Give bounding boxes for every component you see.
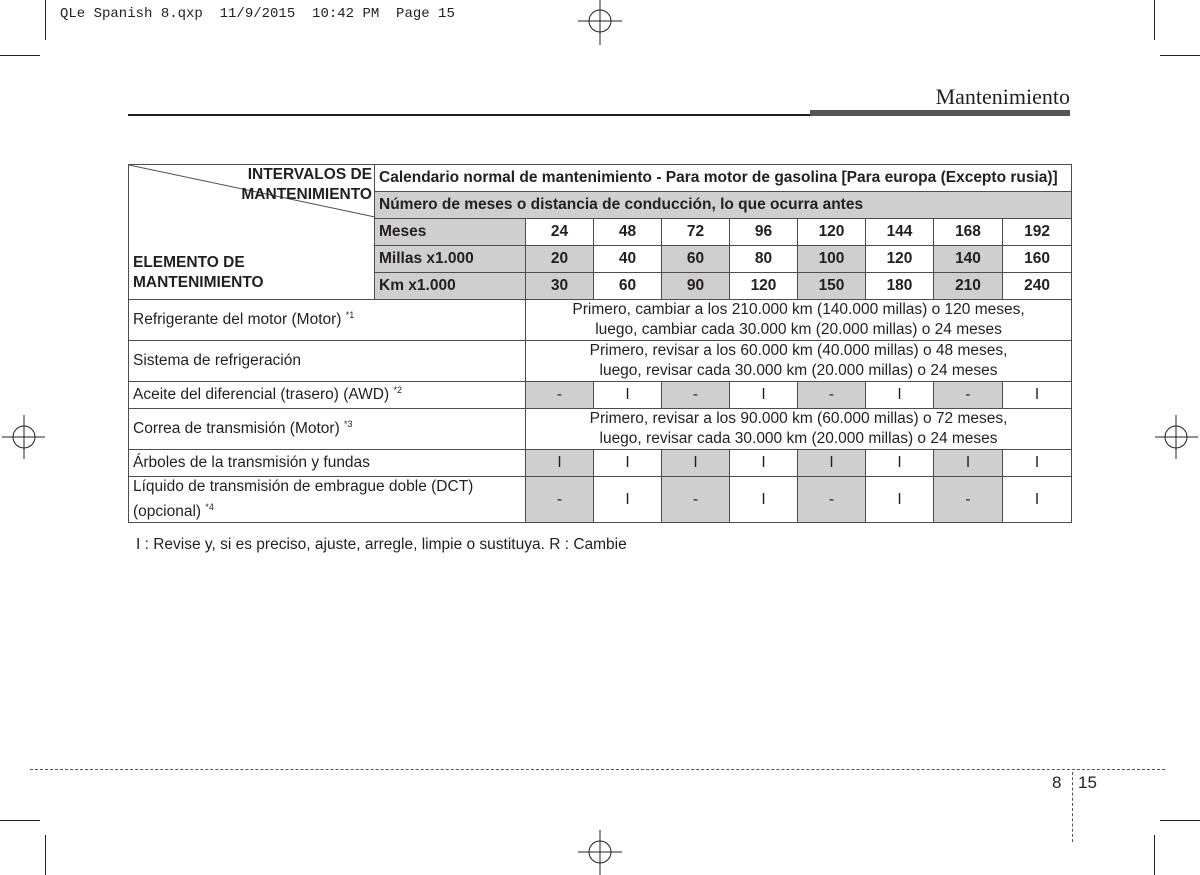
item-cell: I bbox=[594, 477, 662, 523]
header-rule-accent bbox=[810, 110, 1070, 116]
item-cell: I bbox=[662, 450, 730, 477]
footer-page-divider bbox=[1072, 772, 1073, 842]
section-title: Mantenimiento bbox=[935, 84, 1070, 109]
footnote-marker: *3 bbox=[344, 419, 353, 430]
crop-mark bbox=[45, 835, 46, 875]
interval-value: 120 bbox=[798, 219, 866, 246]
interval-label: Meses bbox=[375, 219, 526, 246]
interval-value: 24 bbox=[526, 219, 594, 246]
interval-value: 144 bbox=[866, 219, 934, 246]
item-cell: I bbox=[866, 382, 934, 409]
interval-value: 120 bbox=[866, 246, 934, 273]
item-cell: I bbox=[798, 450, 866, 477]
interval-value: 180 bbox=[866, 273, 934, 300]
item-instruction: Primero, revisar a los 90.000 km (60.000 millas) o 72 meses, luego, revisar cada 30.000 km (20.000 millas) o 24 meses bbox=[526, 409, 1072, 450]
item-cell: I bbox=[730, 450, 798, 477]
item-cell: I bbox=[594, 382, 662, 409]
interval-value: 140 bbox=[934, 246, 1003, 273]
interval-value: 30 bbox=[526, 273, 594, 300]
registration-mark-icon bbox=[575, 828, 625, 875]
table-row bbox=[129, 477, 1072, 523]
table-corner-cell bbox=[129, 165, 375, 300]
interval-value: 210 bbox=[934, 273, 1003, 300]
corner-header-intervals: INTERVALOS DE MANTENIMIENTO bbox=[241, 166, 372, 203]
item-cell: - bbox=[526, 382, 594, 409]
item-cell: I bbox=[594, 450, 662, 477]
page-number: 15 bbox=[1078, 773, 1097, 792]
interval-value: 168 bbox=[934, 219, 1003, 246]
item-cell: - bbox=[662, 382, 730, 409]
table-row bbox=[129, 382, 1072, 409]
corner-header-items: ELEMENTO DE MANTENIMIENTO bbox=[133, 254, 264, 291]
item-cell: - bbox=[934, 382, 1003, 409]
crop-mark bbox=[45, 0, 46, 40]
item-cell: I bbox=[866, 450, 934, 477]
interval-value: 40 bbox=[594, 246, 662, 273]
item-cell: - bbox=[798, 477, 866, 523]
table-row bbox=[129, 300, 1072, 341]
interval-value: 60 bbox=[662, 246, 730, 273]
footnote-marker: *1 bbox=[345, 310, 355, 321]
interval-value: 80 bbox=[730, 246, 798, 273]
item-cell: I bbox=[934, 450, 1003, 477]
interval-value: 120 bbox=[730, 273, 798, 300]
table-row bbox=[129, 409, 1072, 450]
registration-mark-icon bbox=[0, 412, 45, 462]
crop-mark bbox=[0, 55, 40, 56]
item-cell: I bbox=[526, 450, 594, 477]
table-subtitle: Número de meses o distancia de conducción, lo que ocurra antes bbox=[375, 192, 1072, 219]
table-row bbox=[129, 341, 1072, 382]
crop-mark bbox=[1154, 0, 1155, 40]
interval-value: 160 bbox=[1003, 246, 1072, 273]
item-name: Líquido de transmisión de embrague doble (DCT) (opcional) $^{*4}$ bbox=[129, 477, 526, 523]
item-cell: - bbox=[798, 382, 866, 409]
table-title: Calendario normal de mantenimiento - Para motor de gasolina [Para europa (Excepto rusia)] bbox=[375, 165, 1072, 192]
crop-mark bbox=[0, 820, 40, 821]
maintenance-schedule-table bbox=[128, 164, 1072, 523]
item-name: Aceite del diferencial (trasero) (AWD) $^{*2}$ bbox=[129, 382, 526, 409]
item-cell: I bbox=[730, 477, 798, 523]
item-cell: I bbox=[866, 477, 934, 523]
item-instruction: Primero, revisar a los 60.000 km (40.000 millas) o 48 meses, luego, revisar cada 30.000 km (20.000 millas) o 24 meses bbox=[526, 341, 1072, 382]
item-cell: - bbox=[526, 477, 594, 523]
crop-mark bbox=[1160, 55, 1200, 56]
interval-value: 72 bbox=[662, 219, 730, 246]
registration-mark-icon bbox=[1155, 412, 1200, 462]
item-cell: - bbox=[934, 477, 1003, 523]
header-rule bbox=[128, 114, 810, 116]
item-name: Refrigerante del motor (Motor) $^{*1}$ bbox=[129, 300, 526, 341]
crop-mark bbox=[1160, 820, 1200, 821]
registration-mark-icon bbox=[575, 0, 625, 50]
crop-mark bbox=[1154, 835, 1155, 875]
footnote-marker: *4 bbox=[205, 502, 214, 512]
interval-value: 100 bbox=[798, 246, 866, 273]
interval-value: 192 bbox=[1003, 219, 1072, 246]
print-slug: QLe Spanish 8.qxp 11/9/2015 10:42 PM Page 15 bbox=[60, 6, 455, 22]
interval-value: 90 bbox=[662, 273, 730, 300]
item-name: Correa de transmisión (Motor) $^{*3}$ bbox=[129, 409, 526, 450]
item-cell: - bbox=[662, 477, 730, 523]
table-row bbox=[129, 450, 1072, 477]
table-legend: I : Revise y, si es preciso, ajuste, arregle, limpie o sustituya. R : Cambie bbox=[136, 536, 627, 553]
interval-value: 240 bbox=[1003, 273, 1072, 300]
item-instruction: Primero, cambiar a los 210.000 km (140.000 millas) o 120 meses, luego, cambiar cada 30.000 km (20.000 millas) o 24 meses bbox=[526, 300, 1072, 341]
interval-value: 48 bbox=[594, 219, 662, 246]
item-name-line2: (opcional) $^{*4}$ bbox=[133, 502, 214, 521]
interval-value: 20 bbox=[526, 246, 594, 273]
item-cell: I bbox=[1003, 477, 1072, 523]
footnote-marker: *2 bbox=[393, 385, 402, 396]
interval-value: 60 bbox=[594, 273, 662, 300]
item-cell: I bbox=[730, 382, 798, 409]
item-name: Árboles de la transmisión y fundas bbox=[129, 450, 526, 477]
interval-label: Millas x1.000 bbox=[375, 246, 526, 273]
interval-value: 150 bbox=[798, 273, 866, 300]
chapter-number: 8 bbox=[1052, 773, 1062, 792]
item-cell: I bbox=[1003, 382, 1072, 409]
item-cell: I bbox=[1003, 450, 1072, 477]
interval-value: 96 bbox=[730, 219, 798, 246]
interval-label: Km x1.000 bbox=[375, 273, 526, 300]
item-name: Sistema de refrigeración bbox=[129, 341, 526, 382]
footer-dashed-rule bbox=[30, 769, 1165, 770]
